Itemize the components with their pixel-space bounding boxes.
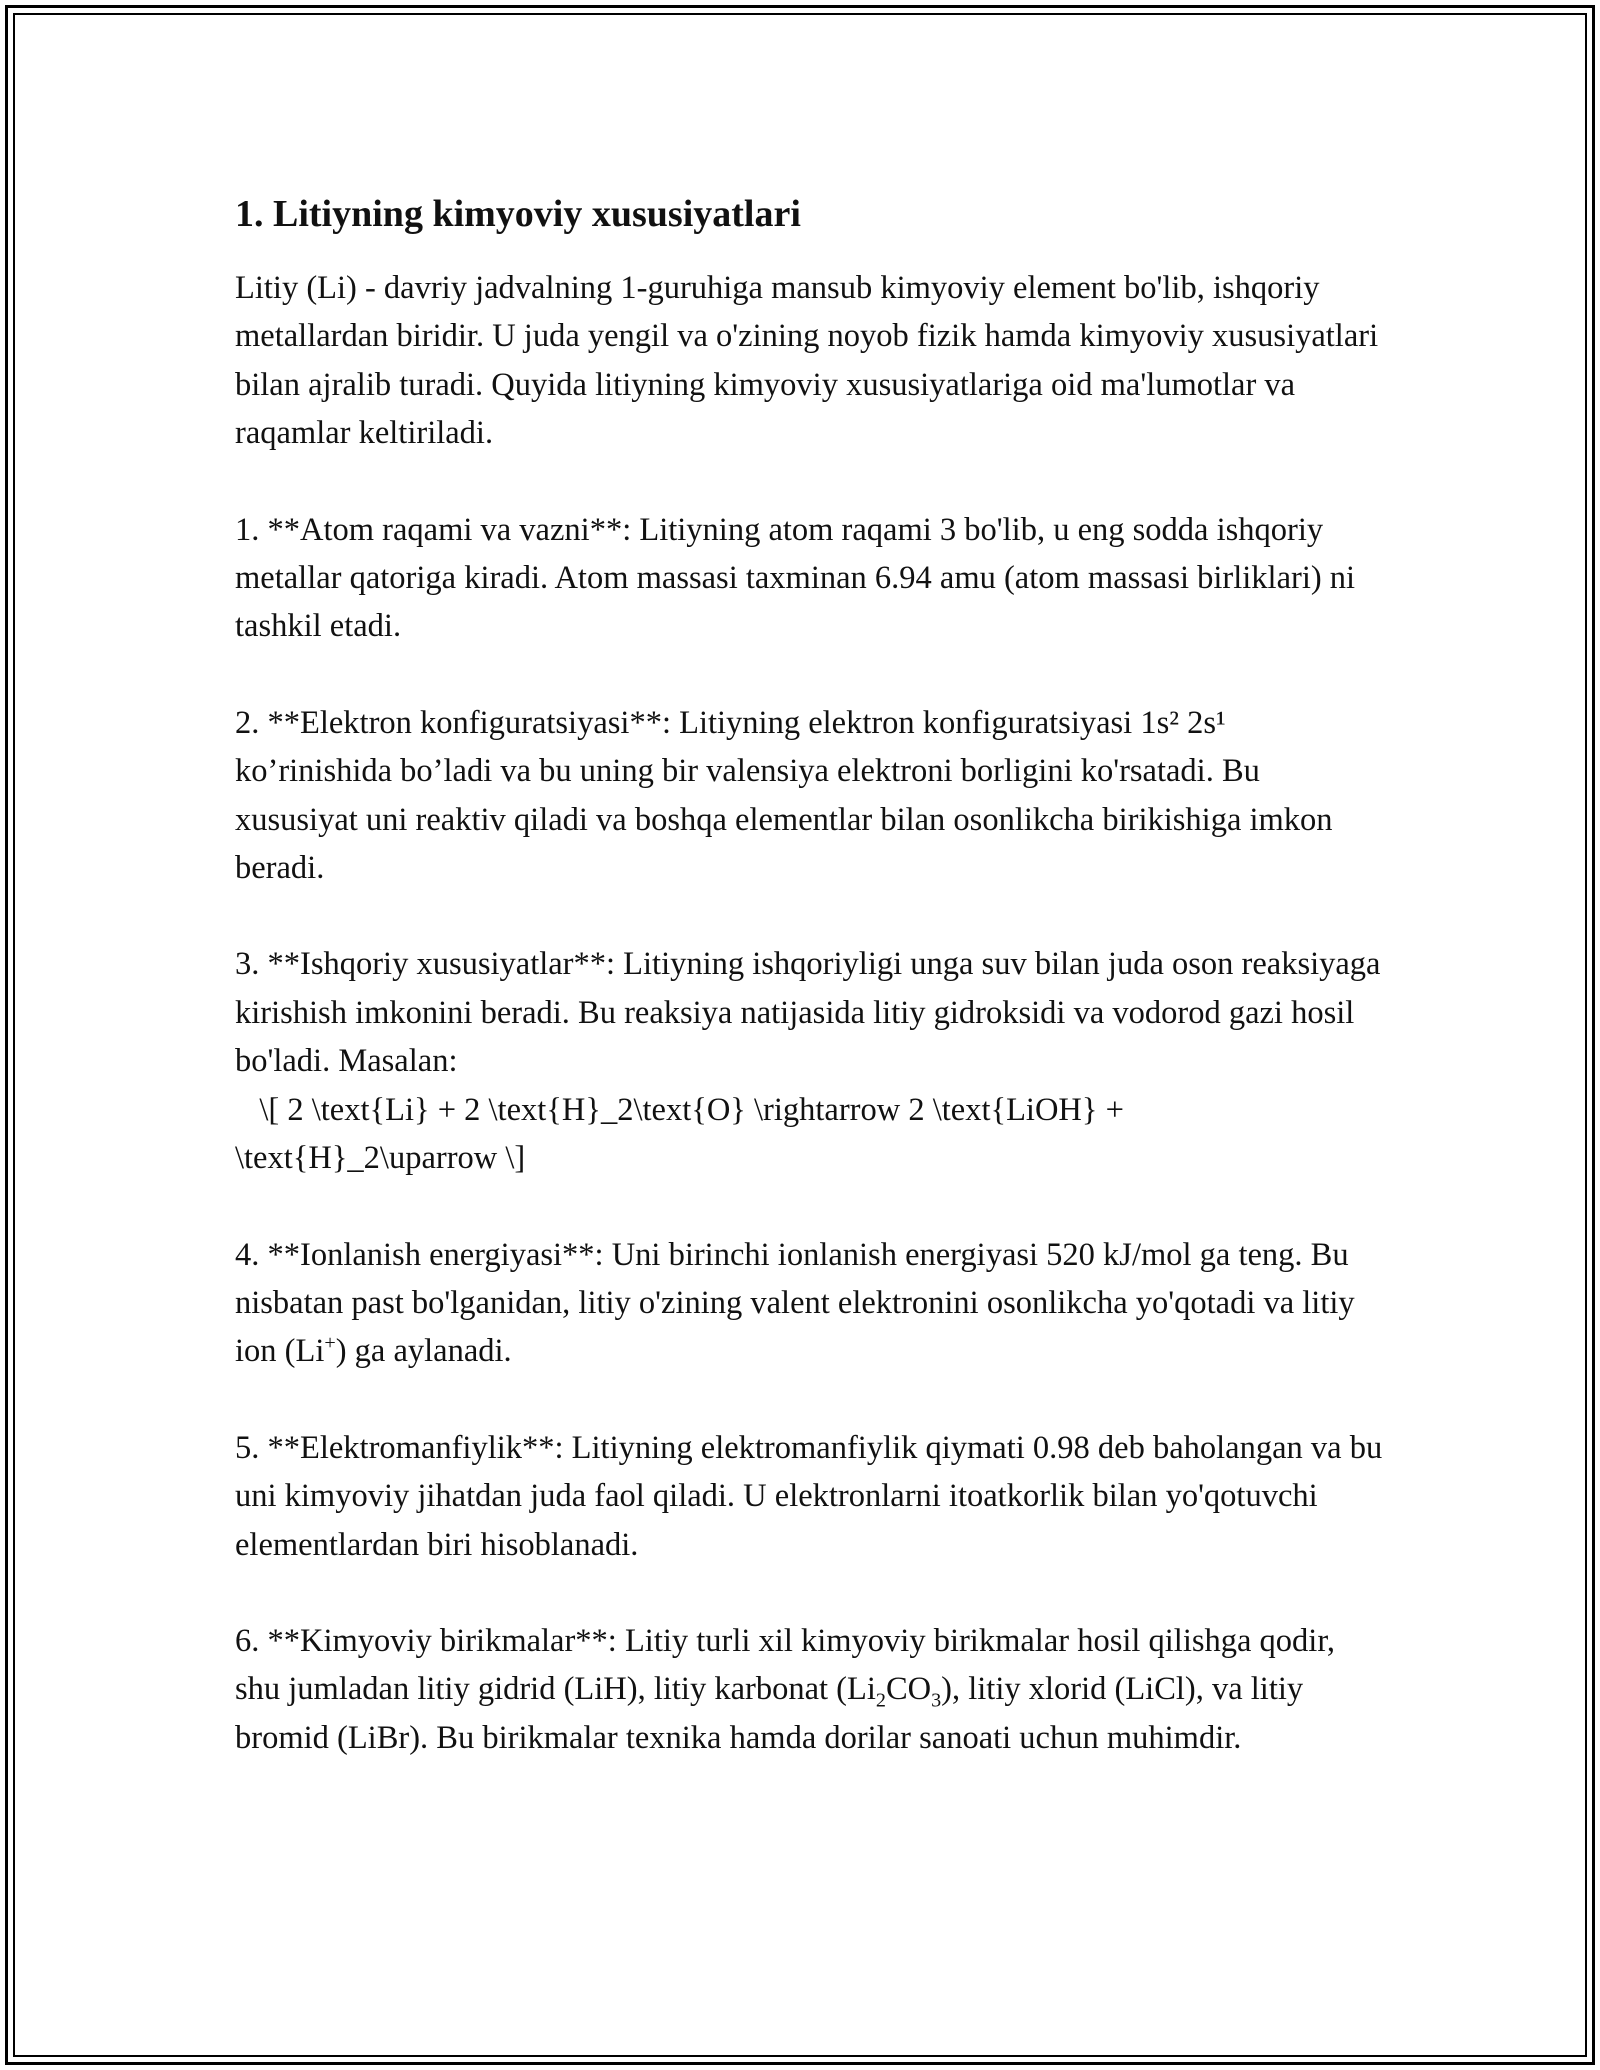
item-ionization-text: 4. **Ionlanish energiyasi**: Uni birinchi ionlanish energiyasi 520 kJ/mol ga teng. Bu nisbatan past bo'lganidan, litiy o'zining valent elektronini osonlikcha yo'qotadi va litiy ion (Li xyxy=(235,1236,1363,1370)
item-compounds-text-end: ), litiy xlorid (LiCl), va litiy bromid (LiBr). Bu birikmalar texnika hamda dorilar sanoati uchun muhimdir. xyxy=(235,1671,1312,1756)
carbonate-formula-part: CO xyxy=(885,1671,932,1708)
item-chemical-compounds xyxy=(235,1617,1385,1762)
subscript-2: 2 xyxy=(875,1689,886,1712)
document-body xyxy=(235,186,1391,1810)
document-title: 1. Litiyning kimyoviy xususiyatlari xyxy=(235,193,801,235)
item-electronegativity: 5. **Elektromanfiylik**: Litiyning elektromanfiylik qiymati 0.98 deb baholangan va bu uni kimyoviy jihatdan juda faol qiladi. U elektronlarni itoatkorlik bilan yo'qotuvchi elementlardan biri hisoblanadi. xyxy=(235,1429,1391,1563)
ion-charge-superscript: + xyxy=(324,1332,336,1355)
subscript-3: 3 xyxy=(931,1689,942,1712)
intro-paragraph: Litiy (Li) - davriy jadvalning 1-guruhiga mansub kimyoviy element bo'lib, ishqoriy metallardan biridir. U juda yengil va o'zining noyob fizik hamda kimyoviy xususiyatlari bilan ajralib turadi. Quyida litiyning kimyoviy xususiyatlariga oid ma'lumotlar va raqamlar keltiriladi. xyxy=(235,270,1387,452)
item-ionization-energy xyxy=(235,1231,1385,1376)
item-alkaline-properties: 3. **Ishqoriy xususiyatlar**: Litiyning ishqoriyligi unga suv bilan juda oson reaksiyaga kirishish imkonini beradi. Bu reaksiya natijasida litiy gidroksidi va vodorod gazi hosil bo'ladi. Masalan: \[ 2 \text{Li} + 2 \text{H}_2\text{O} \rightarrow 2 \text{LiOH} + \text{H}_2\uparrow \] xyxy=(235,946,1381,1177)
item-ionization-text-end: ) ga aylanadi. xyxy=(335,1333,512,1370)
item-electron-configuration: 2. **Elektron konfiguratsiyasi**: Litiyning elektron konfiguratsiyasi 1s² 2s¹ ko’rinishida bo’ladi va bu uning bir valensiya elektroni borligini ko'rsatadi. Bu xususiyat uni reaktiv qiladi va boshqa elementlar bilan osonlikcha birikishiga imkon beradi. xyxy=(235,704,1341,887)
item-compounds-text: 6. **Kimyoviy birikmalar**: Litiy turli xil kimyoviy birikmalar hosil qilishga qodir, shu jumladan litiy gidrid (LiH), litiy karbonat (Li xyxy=(235,1622,1344,1708)
item-atomic-number: 1. **Atom raqami va vazni**: Litiyning atom raqami 3 bo'lib, u eng sodda ishqoriy metallar qatoriga kiradi. Atom massasi taxminan 6.94 amu (atom massasi birliklari) ni tashkil etadi. xyxy=(235,511,1364,645)
